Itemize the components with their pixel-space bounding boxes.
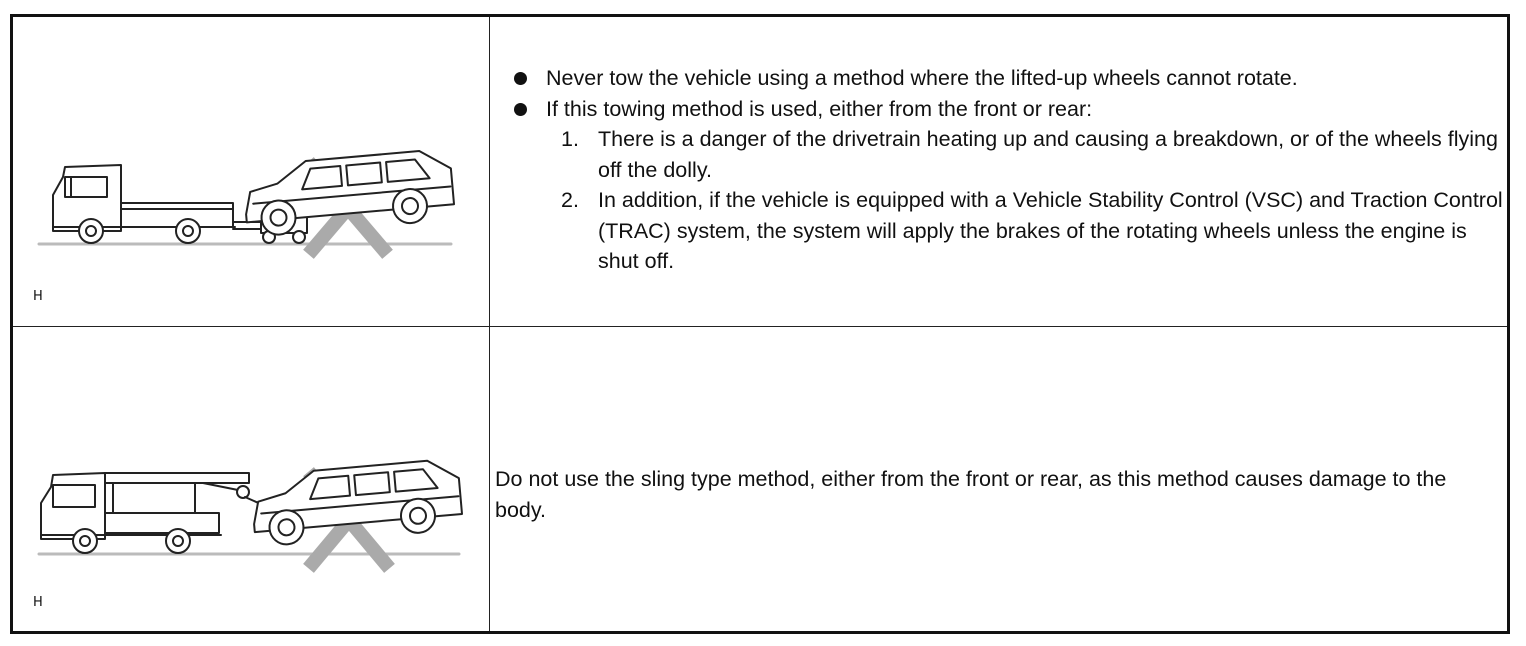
numbered-list xyxy=(546,124,1504,277)
list-item xyxy=(561,124,1504,185)
list-item xyxy=(514,63,1504,94)
bullet-text: Never tow the vehicle using a method where the lifted-up wheels cannot rotate. xyxy=(546,66,1298,90)
table-row xyxy=(13,327,1507,631)
item-text: In addition, if the vehicle is equipped with a Vehicle Stability Control (VSC) and Traction Control (TRAC) system, the system will apply the brakes of the rotating wheels unless the engine is shut off. xyxy=(598,188,1503,273)
item-number: 1. xyxy=(561,127,579,151)
item-text: There is a danger of the drivetrain heating up and causing a breakdown, or of the wheels flying off the dolly. xyxy=(598,127,1498,182)
figure-code: H xyxy=(33,289,43,304)
item-number: 2. xyxy=(561,188,579,212)
sling-towing-drawing xyxy=(13,327,489,631)
list-item xyxy=(561,185,1504,277)
bullet-icon xyxy=(514,103,527,116)
list-item xyxy=(514,94,1504,277)
figure-code: H xyxy=(33,595,43,610)
towing-warning-text xyxy=(490,17,1507,326)
bullet-list xyxy=(514,63,1504,277)
sling-warning-text xyxy=(490,327,1507,631)
warning-paragraph: Do not use the sling type method, either from the front or rear, as this method causes damage to the body. xyxy=(495,467,1447,522)
table-row xyxy=(13,17,1507,326)
towing-table xyxy=(10,14,1510,634)
dolly-towing-drawing xyxy=(13,17,489,326)
dolly-towing-illustration xyxy=(13,17,489,326)
sling-towing-illustration xyxy=(13,327,489,631)
bullet-icon xyxy=(514,72,527,85)
bullet-text: If this towing method is used, either from the front or rear: xyxy=(546,96,1093,121)
